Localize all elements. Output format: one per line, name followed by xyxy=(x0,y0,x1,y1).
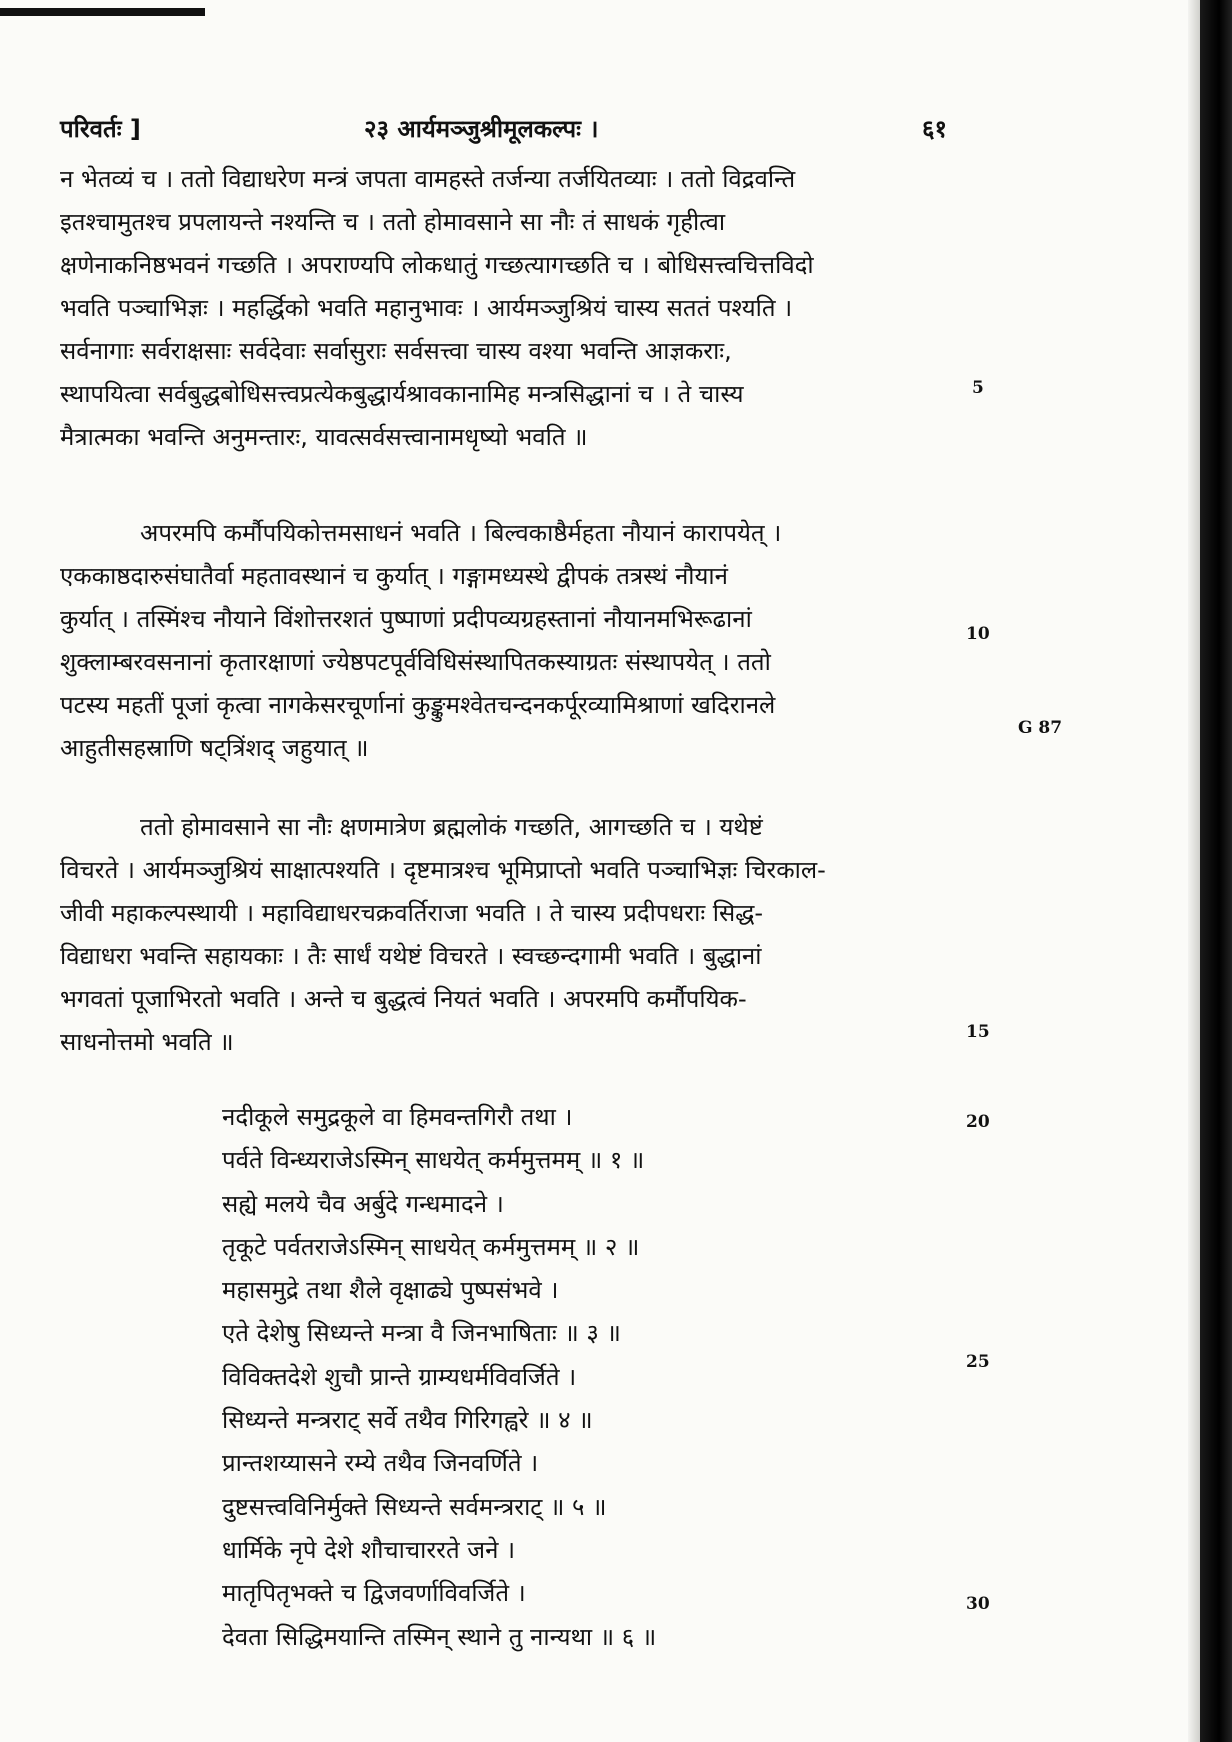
line-number-20: 20 xyxy=(966,1112,990,1132)
text-line: भगवतां पूजाभिरतो भवति । अन्ते च बुद्धत्वं नियतं भवति । अपरमपि कर्मौपयिक- xyxy=(60,985,747,1013)
verse-line: तृकूटे पर्वतराजेऽस्मिन् साधयेत् कर्ममुत्तमम् ॥ २ ॥ xyxy=(222,1232,640,1261)
paragraph-2 xyxy=(60,512,960,770)
text-line: शुक्लाम्बरवसनानां कृतारक्षाणां ज्येष्ठपटपूर्वविधिसंस्थापितकस्याग्रतः संस्थापयेत् । ततो xyxy=(60,648,771,676)
verse-line: महासमुद्रे तथा शैले वृक्षाढ्ये पुष्पसंभवे । xyxy=(222,1276,559,1305)
verse-line: नदीकूले समुद्रकूले वा हिमवन्तगिरौ तथा । xyxy=(222,1103,573,1131)
text-line: पटस्य महतीं पूजां कृत्वा नागकेसरचूर्णानां कुङ्कुमश्वेतचन्दनकर्पूरव्यामिश्राणां खदिरानले xyxy=(60,691,776,719)
verse-line: पर्वते विन्ध्यराजेऽस्मिन् साधयेत् कर्ममुत्तमम् ॥ १ ॥ xyxy=(222,1146,645,1175)
top-rule xyxy=(0,8,205,16)
running-header xyxy=(60,112,960,152)
verse-line: सह्ये मलये चैव अर्बुदे गन्धमादने । xyxy=(222,1189,504,1218)
verse-line: देवता सिद्धिमयान्ति तस्मिन् स्थाने तु नान्यथा ॥ ६ ॥ xyxy=(222,1622,657,1651)
page-edge xyxy=(1188,0,1200,1742)
verse-block xyxy=(222,1096,862,1659)
text-line: एककाष्ठदारुसंघातैर्वा महतावस्थानं च कुर्यात् । गङ्गामध्यस्थे द्वीपकं तत्रस्थं नौयानं xyxy=(60,562,728,590)
text-line: अपरमपि कर्मौपयिकोत्तमसाधनं भवति । बिल्वकाष्ठैर्महता नौयानं कारापयेत् । xyxy=(140,519,782,547)
line-number-10: 10 xyxy=(966,624,990,644)
paragraph-1 xyxy=(60,158,960,459)
text-line: विचरते । आर्यमञ्जुश्रियं साक्षात्पश्यति । दृष्टमात्रश्च भूमिप्राप्तो भवति पञ्चाभिज्ञः चिरकाल- xyxy=(60,856,826,884)
text-line: जीवी महाकल्पस्थायी । महाविद्याधरचक्रवर्तिराजा भवति । ते चास्य प्रदीपधराः सिद्ध- xyxy=(60,899,764,927)
text-line: साधनोत्तमो भवति ॥ xyxy=(60,1028,234,1056)
header-chapter: परिवर्तः ] xyxy=(60,115,141,143)
book-spine xyxy=(1200,0,1232,1742)
page-number: ६१ xyxy=(922,115,947,143)
verse-line: मातृपितृभक्ते च द्विजवर्णाविवर्जिते । xyxy=(222,1579,526,1608)
text-line: भवति पञ्चाभिज्ञः । महर्द्धिको भवति महानुभावः । आर्यमञ्जुश्रियं चास्य सततं पश्यति । xyxy=(60,294,793,322)
text-line: क्षणेनाकनिष्ठभवनं गच्छति । अपराण्यपि लोकधातुं गच्छत्यागच्छति च । बोधिसत्त्वचित्तविदो xyxy=(60,251,814,279)
text-line: कुर्यात् । तस्मिंश्च नौयाने विंशोत्तरशतं पुष्पाणां प्रदीपव्यग्रहस्तानां नौयानमभिरूढानां xyxy=(60,605,752,633)
text-line: न भेतव्यं च । ततो विद्याधरेण मन्त्रं जपता वामहस्ते तर्जन्या तर्जयितव्याः । ततो विद्रवन्ति xyxy=(60,165,796,193)
line-number-5: 5 xyxy=(972,378,984,398)
text-line: ततो होमावसाने सा नौः क्षणमात्रेण ब्रह्मलोकं गच्छति, आगच्छति च । यथेष्टं xyxy=(140,813,763,841)
paragraph-3 xyxy=(60,806,960,1064)
line-number-25: 25 xyxy=(966,1352,990,1372)
line-number-15: 15 xyxy=(966,1022,990,1042)
source-page-marker: G 87 xyxy=(1018,718,1063,738)
verse-line: दुष्टसत्त्वविनिर्मुक्ते सिध्यन्ते सर्वमन्त्रराट् ॥ ५ ॥ xyxy=(222,1492,607,1521)
line-number-30: 30 xyxy=(966,1594,990,1614)
text-line: मैत्रात्मका भवन्ति अनुमन्तारः, यावत्सर्वसत्त्वानामधृष्यो भवति ॥ xyxy=(60,423,588,451)
text-line: स्थापयित्वा सर्वबुद्धबोधिसत्त्वप्रत्येकबुद्धार्यश्रावकानामिह मन्त्रसिद्धानां च । ते चास्य xyxy=(60,380,744,408)
text-line: आहुतीसहस्राणि षट्त्रिंशद् जहुयात् ॥ xyxy=(60,734,369,762)
verse-line: प्रान्तशय्यासने रम्ये तथैव जिनवर्णिते । xyxy=(222,1449,539,1478)
text-line: इतश्चामुतश्च प्रपलायन्ते नश्यन्ति च । ततो होमावसाने सा नौः तं साधकं गृहीत्वा xyxy=(60,208,726,236)
text-line: विद्याधरा भवन्ति सहायकाः । तैः सार्धं यथेष्टं विचरते । स्वच्छन्दगामी भवति । बुद्धानां xyxy=(60,942,762,970)
verse-line: एते देशेषु सिध्यन्ते मन्त्रा वै जिनभाषिताः ॥ ३ ॥ xyxy=(222,1319,621,1348)
verse-line: विविक्तदेशे शुचौ प्रान्ते ग्राम्यधर्मविवर्जिते । xyxy=(222,1362,577,1391)
header-title: २३ आर्यमञ्जुश्रीमूलकल्पः । xyxy=(364,115,599,143)
verse-line: सिध्यन्ते मन्त्रराट् सर्वे तथैव गिरिगह्वरे ॥ ४ ॥ xyxy=(222,1406,593,1435)
text-line: सर्वनागाः सर्वराक्षसाः सर्वदेवाः सर्वासुराः सर्वसत्त्वा चास्य वश्या भवन्ति आज्ञकराः, xyxy=(60,337,732,365)
verse-line: धार्मिके नृपे देशे शौचाचाररते जने । xyxy=(222,1535,516,1564)
